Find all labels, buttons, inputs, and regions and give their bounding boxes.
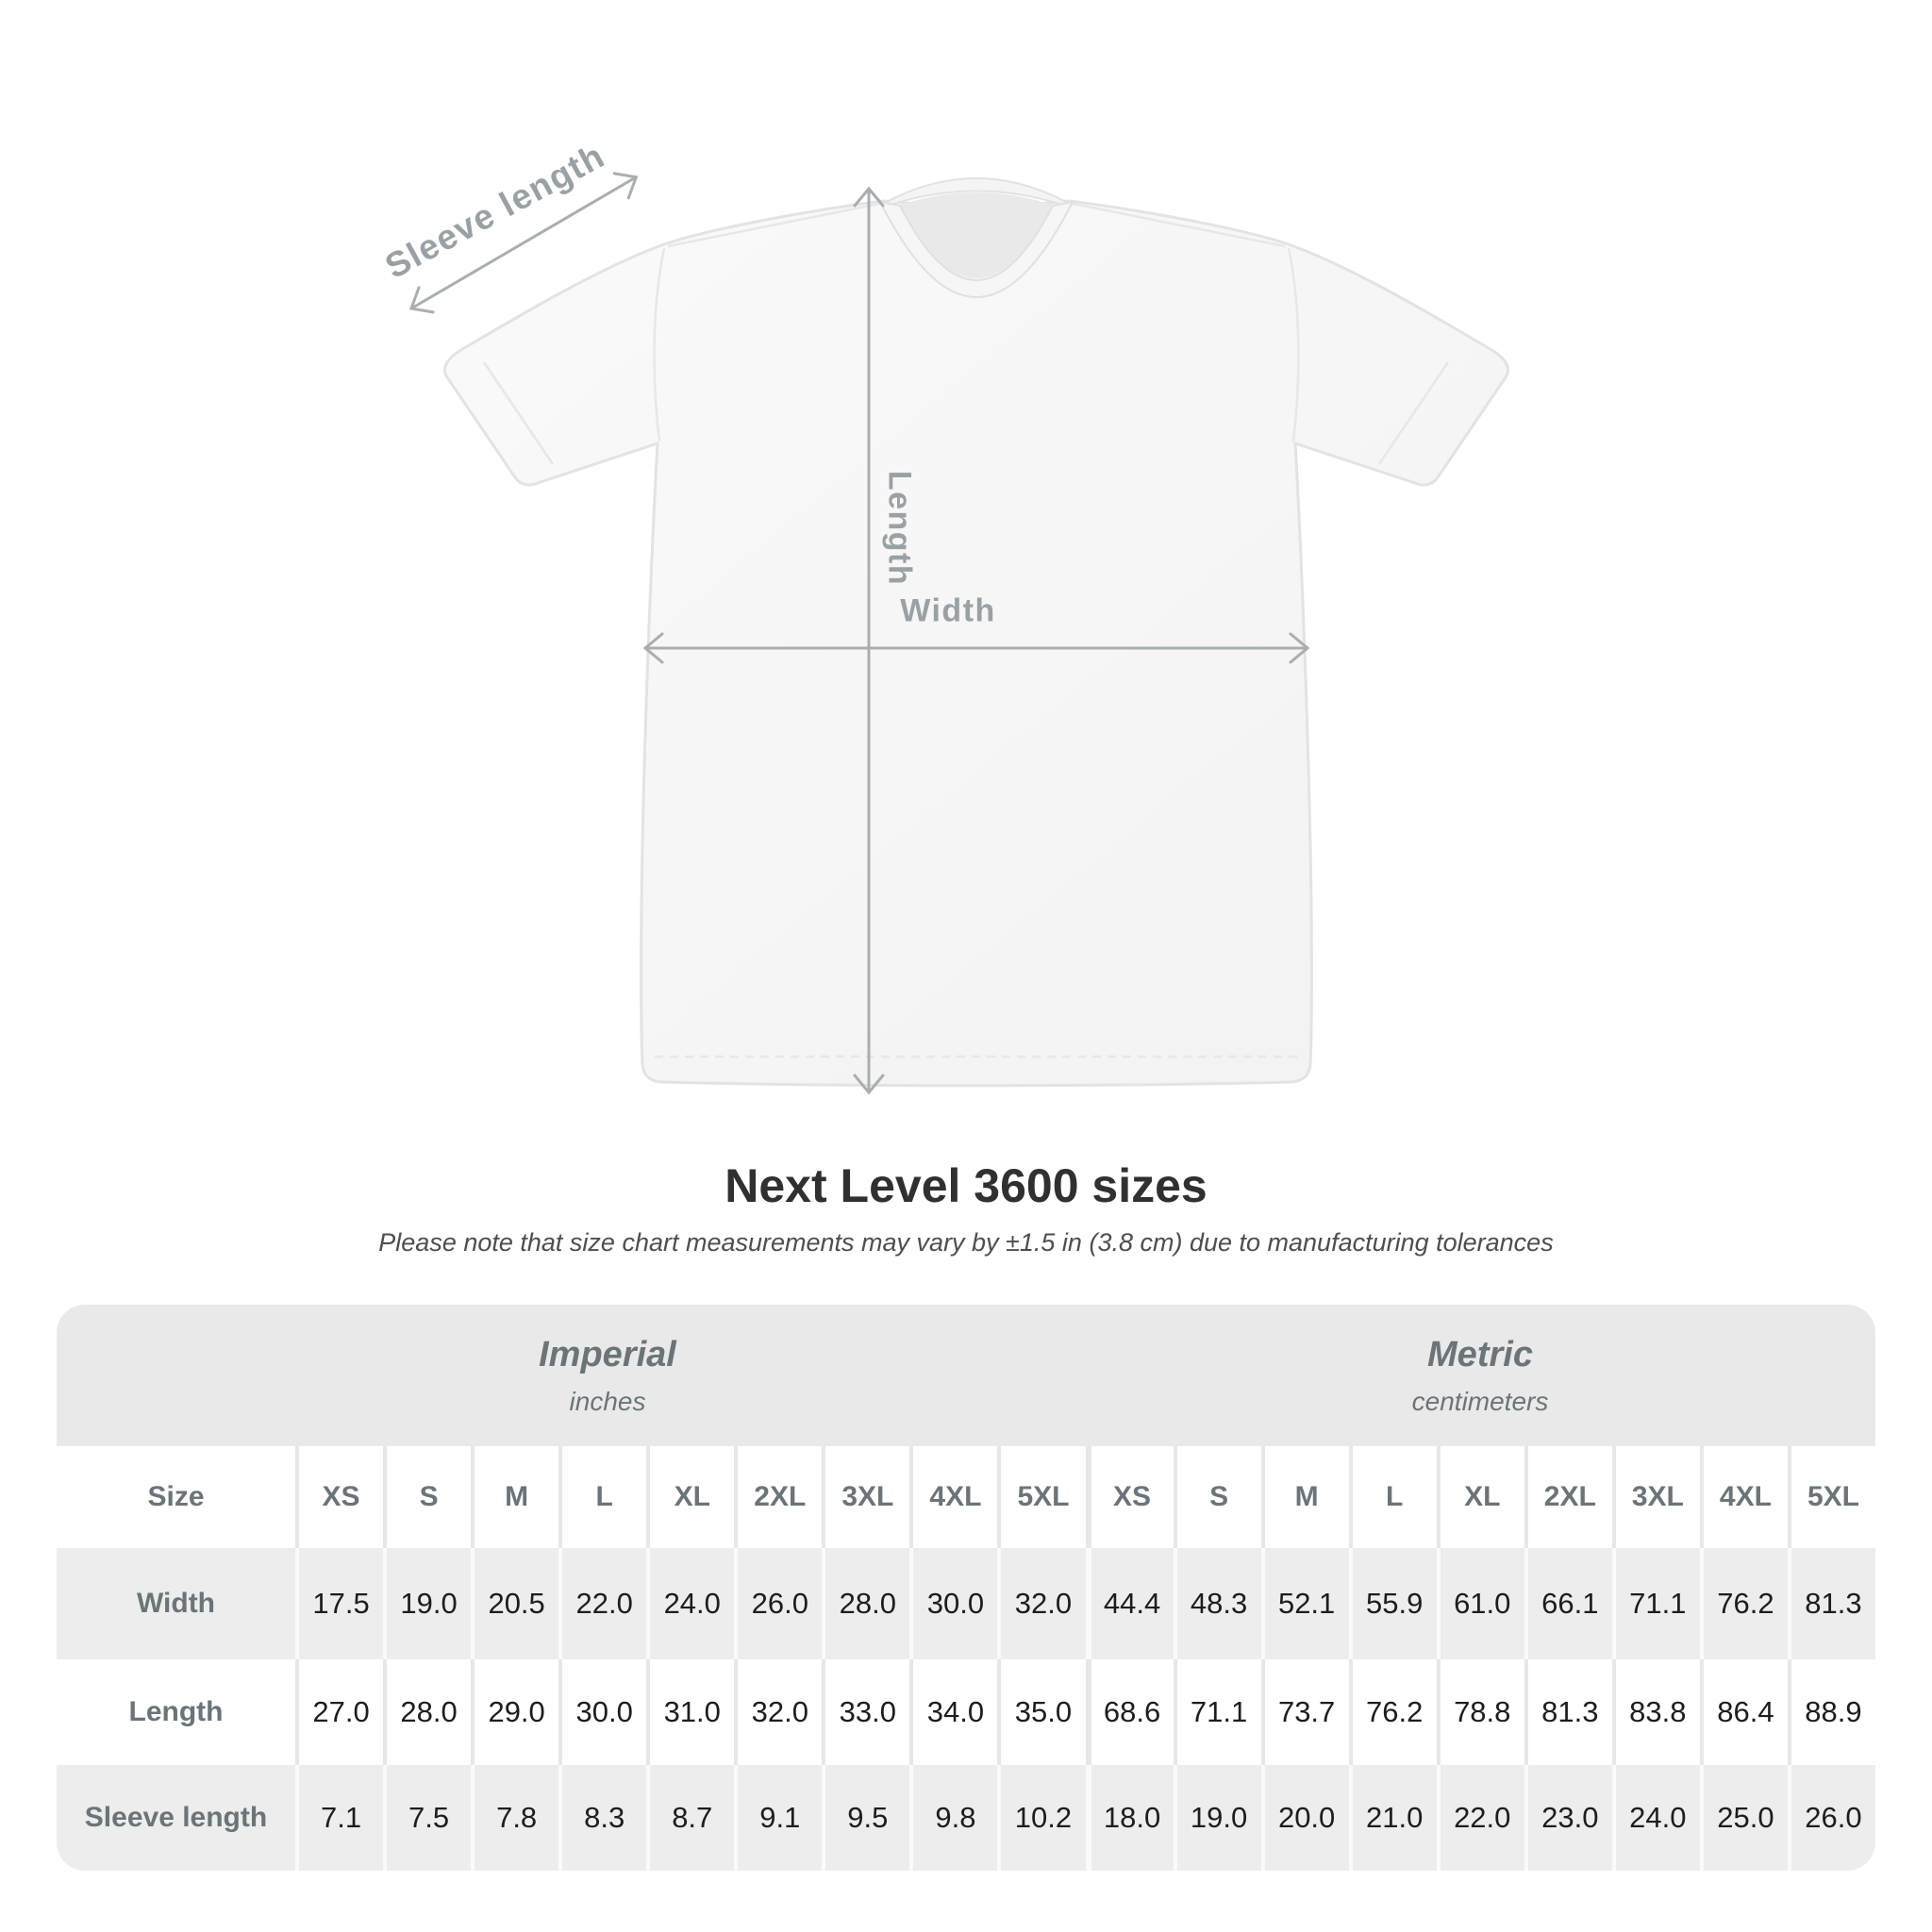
metric-group-unit: centimeters <box>1411 1386 1549 1416</box>
length-metric-5xl: 88.9 <box>1788 1659 1875 1765</box>
row-label-length: Length <box>57 1659 295 1765</box>
row-label-sleeve-length: Sleeve length <box>57 1765 295 1871</box>
width-metric-4xl: 76.2 <box>1700 1548 1788 1659</box>
sleeve-length-imperial-xl: 8.7 <box>646 1765 734 1871</box>
sleeve-length-metric-3xl: 24.0 <box>1612 1765 1700 1871</box>
size-header-metric-4xl: 4XL <box>1700 1446 1788 1548</box>
width-imperial-5xl: 32.0 <box>997 1548 1085 1659</box>
width-imperial-l: 22.0 <box>558 1548 646 1659</box>
width-metric-5xl: 81.3 <box>1788 1548 1875 1659</box>
imperial-group-name: Imperial <box>539 1334 676 1374</box>
sleeve-length-metric-4xl: 25.0 <box>1700 1765 1788 1871</box>
width-metric-2xl: 66.1 <box>1524 1548 1612 1659</box>
size-header-imperial-s: S <box>383 1446 471 1548</box>
length-imperial-s: 28.0 <box>383 1659 471 1765</box>
length-imperial-m: 29.0 <box>471 1659 558 1765</box>
size-column-header: Size <box>57 1446 295 1548</box>
sleeve-length-imperial-xs: 7.1 <box>295 1765 383 1871</box>
size-header-metric-xs: XS <box>1086 1446 1174 1548</box>
width-imperial-2xl: 26.0 <box>734 1548 822 1659</box>
length-imperial-3xl: 33.0 <box>822 1659 909 1765</box>
length-imperial-2xl: 32.0 <box>734 1659 822 1765</box>
metric-group-name: Metric <box>1427 1334 1533 1374</box>
width-metric-m: 52.1 <box>1261 1548 1349 1659</box>
width-imperial-xl: 24.0 <box>646 1548 734 1659</box>
width-metric-s: 48.3 <box>1174 1548 1261 1659</box>
length-metric-3xl: 83.8 <box>1612 1659 1700 1765</box>
unit-header-band <box>57 1305 1875 1446</box>
length-metric-4xl: 86.4 <box>1700 1659 1788 1765</box>
sleeve-length-metric-m: 20.0 <box>1261 1765 1349 1871</box>
sleeve-length-metric-2xl: 23.0 <box>1524 1765 1612 1871</box>
size-header-imperial-2xl: 2XL <box>734 1446 822 1548</box>
length-metric-xl: 78.8 <box>1437 1659 1524 1765</box>
length-imperial-xs: 27.0 <box>295 1659 383 1765</box>
sleeve-length-metric-s: 19.0 <box>1174 1765 1261 1871</box>
size-table-grid <box>57 1446 1875 1871</box>
size-table <box>57 1305 1875 1871</box>
row-label-width: Width <box>57 1548 295 1659</box>
size-header-imperial-xs: XS <box>295 1446 383 1548</box>
size-header-metric-xl: XL <box>1437 1446 1524 1548</box>
width-imperial-4xl: 30.0 <box>909 1548 997 1659</box>
length-imperial-5xl: 35.0 <box>997 1659 1085 1765</box>
sleeve-length-imperial-2xl: 9.1 <box>734 1765 822 1871</box>
length-metric-m: 73.7 <box>1261 1659 1349 1765</box>
size-header-imperial-5xl: 5XL <box>997 1446 1085 1548</box>
width-metric-l: 55.9 <box>1349 1548 1437 1659</box>
width-label: Width <box>900 592 996 629</box>
size-header-metric-m: M <box>1261 1446 1349 1548</box>
sleeve-length-label: Sleeve length <box>378 135 611 287</box>
length-metric-2xl: 81.3 <box>1524 1659 1612 1765</box>
sleeve-length-metric-xl: 22.0 <box>1437 1765 1524 1871</box>
size-header-imperial-3xl: 3XL <box>822 1446 909 1548</box>
length-label: Length <box>881 470 918 587</box>
length-imperial-l: 30.0 <box>558 1659 646 1765</box>
sleeve-length-imperial-m: 7.8 <box>471 1765 558 1871</box>
width-imperial-m: 20.5 <box>471 1548 558 1659</box>
size-header-metric-l: L <box>1349 1446 1437 1548</box>
size-header-imperial-l: L <box>558 1446 646 1548</box>
length-metric-s: 71.1 <box>1174 1659 1261 1765</box>
sleeve-length-imperial-4xl: 9.8 <box>909 1765 997 1871</box>
page-title: Next Level 3600 sizes <box>724 1159 1208 1212</box>
sleeve-length-imperial-3xl: 9.5 <box>822 1765 909 1871</box>
width-imperial-s: 19.0 <box>383 1548 471 1659</box>
width-imperial-3xl: 28.0 <box>822 1548 909 1659</box>
width-metric-xs: 44.4 <box>1086 1548 1174 1659</box>
length-metric-xs: 68.6 <box>1086 1659 1174 1765</box>
imperial-group-header <box>117 1305 1098 1446</box>
size-header-metric-5xl: 5XL <box>1788 1446 1875 1548</box>
width-imperial-xs: 17.5 <box>295 1548 383 1659</box>
sleeve-length-metric-l: 21.0 <box>1349 1765 1437 1871</box>
sleeve-length-metric-5xl: 26.0 <box>1788 1765 1875 1871</box>
width-metric-xl: 61.0 <box>1437 1548 1524 1659</box>
heading <box>0 1158 1932 1257</box>
size-header-imperial-m: M <box>471 1446 558 1548</box>
width-metric-3xl: 71.1 <box>1612 1548 1700 1659</box>
sleeve-length-imperial-5xl: 10.2 <box>997 1765 1085 1871</box>
sleeve-length-metric-xs: 18.0 <box>1086 1765 1174 1871</box>
tshirt-body <box>445 178 1508 1086</box>
metric-group-header <box>1085 1305 1875 1446</box>
length-metric-l: 76.2 <box>1349 1659 1437 1765</box>
size-header-metric-3xl: 3XL <box>1612 1446 1700 1548</box>
imperial-group-unit: inches <box>569 1386 646 1416</box>
length-imperial-4xl: 34.0 <box>909 1659 997 1765</box>
sleeve-length-imperial-l: 8.3 <box>558 1765 646 1871</box>
size-header-metric-s: S <box>1174 1446 1261 1548</box>
length-imperial-xl: 31.0 <box>646 1659 734 1765</box>
size-header-metric-2xl: 2XL <box>1524 1446 1612 1548</box>
size-header-imperial-4xl: 4XL <box>909 1446 997 1548</box>
sleeve-length-imperial-s: 7.5 <box>383 1765 471 1871</box>
size-header-imperial-xl: XL <box>646 1446 734 1548</box>
tolerance-note: Please note that size chart measurements may vary by ±1.5 in (3.8 cm) due to manufacturing tolerances <box>378 1228 1554 1257</box>
